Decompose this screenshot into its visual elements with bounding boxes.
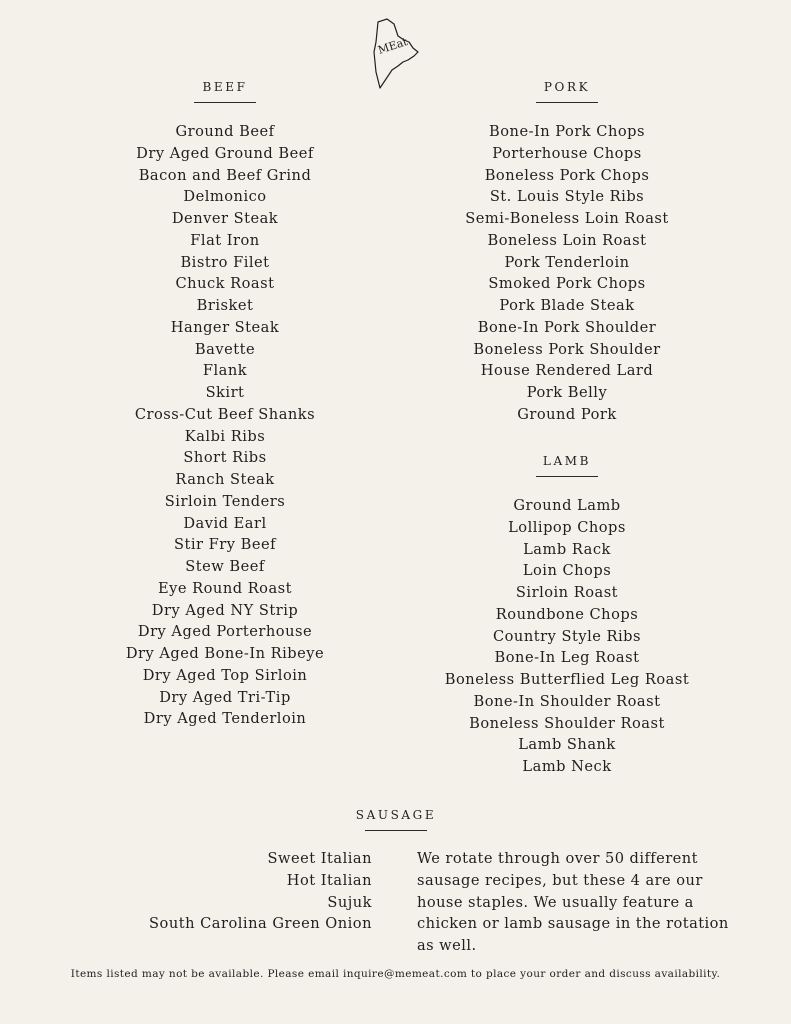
list-item: Ranch Steak <box>175 471 275 488</box>
list-item: Dry Aged Top Sirloin <box>142 666 308 684</box>
list-item: Flat Iron <box>190 231 260 249</box>
beef-list <box>95 121 355 730</box>
list-item: Flank <box>202 362 248 380</box>
list-item: Lamb Shank <box>518 736 616 754</box>
list-item: House Rendered Lard <box>480 362 654 380</box>
list-item: Dry Aged Bone-In Ribeye <box>125 645 325 662</box>
list-item: Bacon and Beef Grind <box>138 166 312 184</box>
list-item: Sujuk <box>327 893 372 911</box>
list-item: Cross-Cut Beef Shanks <box>134 405 316 423</box>
list-item: Denver Steak <box>171 210 279 227</box>
list-item: Boneless Loin Roast <box>487 231 647 249</box>
list-item: Delmonico <box>183 188 267 206</box>
list-item: Lamb Rack <box>523 540 611 558</box>
list-item: Lamb Neck <box>522 758 612 775</box>
pork-heading: PORK <box>543 80 591 94</box>
list-item: Dry Aged Tenderloin <box>143 710 307 728</box>
list-item: Pork Belly <box>526 384 608 401</box>
list-item: Boneless Pork Chops <box>484 166 650 184</box>
beef-heading-rule <box>194 102 256 103</box>
lamb-list <box>437 495 697 778</box>
list-item: David Earl <box>183 514 267 532</box>
list-item: Smoked Pork Chops <box>488 275 646 293</box>
lamb-heading-rule <box>536 476 598 477</box>
list-item: Roundbone Chops <box>495 605 639 623</box>
list-item: Ground Pork <box>517 405 617 423</box>
sausage-list <box>120 848 372 935</box>
beef-heading: BEEF <box>202 80 248 94</box>
list-item: Hanger Steak <box>170 318 280 336</box>
maine-state-outline-icon <box>368 16 424 94</box>
list-item: Dry Aged NY Strip <box>151 601 299 619</box>
list-item: Ground Lamb <box>513 497 621 514</box>
list-item: Sweet Italian <box>267 850 372 867</box>
list-item: Lollipop Chops <box>508 518 626 536</box>
list-item: Dry Aged Porterhouse <box>137 623 313 641</box>
pork-heading-rule <box>536 102 598 103</box>
list-item: Bone-In Pork Chops <box>489 123 645 140</box>
sausage-section <box>316 808 476 831</box>
list-item: Bistro Filet <box>180 253 270 271</box>
list-item: Chuck Roast <box>175 275 275 293</box>
sausage-heading-rule <box>365 830 427 831</box>
list-item: Bone-In Pork Shoulder <box>477 318 657 336</box>
list-item: Skirt <box>205 384 245 401</box>
maine-meat-logo <box>368 16 424 94</box>
list-item: Loin Chops <box>522 562 612 580</box>
pork-list <box>437 121 697 426</box>
list-item: Stew Beef <box>185 558 265 575</box>
list-item: Country Style Ribs <box>492 627 641 645</box>
list-item: Pork Tenderloin <box>504 253 630 271</box>
list-item: Boneless Butterflied Leg Roast <box>444 671 690 688</box>
list-item: Short Ribs <box>183 449 267 467</box>
sausage-note: We rotate through over 50 different sausage recipes, but these 4 are our house staples. We usually feature a chicken or lamb sausage in the rotation as well. <box>417 850 729 954</box>
list-item: Brisket <box>196 297 254 314</box>
list-item: Stir Fry Beef <box>173 536 277 554</box>
lamb-section <box>437 454 697 778</box>
list-item: South Carolina Green Onion <box>149 915 372 933</box>
logo-wordmark: MEat <box>376 35 410 57</box>
list-item: Bavette <box>194 340 256 358</box>
list-item: Sirloin Tenders <box>164 492 286 510</box>
list-item: Semi-Boneless Loin Roast <box>465 210 669 227</box>
sausage-heading: SAUSAGE <box>355 808 437 822</box>
list-item: Bone-In Shoulder Roast <box>473 692 661 710</box>
pork-section <box>437 80 697 426</box>
list-item: Bone-In Leg Roast <box>494 649 640 667</box>
list-item: Kalbi Ribs <box>184 427 266 445</box>
list-item: Porterhouse Chops <box>492 144 642 162</box>
list-item: Sirloin Roast <box>515 584 619 601</box>
availability-footer: Items listed may not be available. Please email inquire@memeat.com to place your order and discuss availability. <box>70 968 721 980</box>
list-item: Boneless Pork Shoulder <box>473 340 661 358</box>
list-item: Dry Aged Tri-Tip <box>159 688 291 706</box>
list-item: Eye Round Roast <box>157 579 293 597</box>
list-item: Pork Blade Steak <box>499 297 635 314</box>
list-item: Dry Aged Ground Beef <box>136 144 314 162</box>
list-item: St. Louis Style Ribs <box>489 188 645 206</box>
list-item: Boneless Shoulder Roast <box>469 714 665 732</box>
list-item: Hot Italian <box>286 871 372 889</box>
list-item: Ground Beef <box>175 123 275 140</box>
beef-section <box>95 80 355 730</box>
lamb-heading: LAMB <box>542 454 592 468</box>
